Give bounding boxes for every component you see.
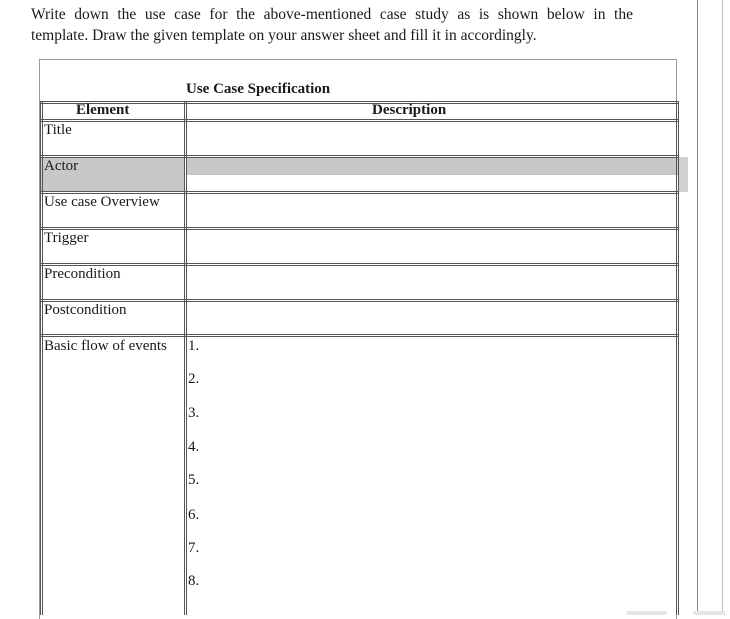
header-element: Element [76,102,130,118]
flow-step: 6. [188,507,200,523]
row-rule-basic-flow [40,334,678,337]
header-top-rule [40,101,678,104]
instruction-line-1: Write down the use case for the above-mentioned case study as is shown below in the [31,6,633,23]
row-label-trigger: Trigger [44,230,89,246]
row-label-overview: Use case Overview [44,194,160,210]
row-label-title: Title [44,122,72,138]
flow-step: 3. [188,405,200,421]
scrollbar-fragment[interactable] [627,611,667,615]
table-title: Use Case Specification [186,81,331,97]
header-description: Description [372,102,447,118]
table-left-border [40,101,43,615]
scrollbar-fragment-right[interactable] [693,611,725,615]
actor-description-shading [187,157,688,175]
flow-step: 8. [188,573,200,589]
row-label-actor: Actor [44,158,79,174]
row-label-basic-flow: Basic flow of events [44,338,167,354]
row-rule-precondition [40,263,678,266]
instruction-paragraph [31,4,633,46]
flow-step: 7. [188,540,200,556]
flow-step: 1. [188,338,200,354]
row-rule-trigger [40,227,678,230]
row-label-postcondition: Postcondition [44,302,127,318]
page-edge-divider [697,0,698,615]
row-rule-actor [40,155,678,158]
instruction-line-2: template. Draw the given template on your answer sheet and fill it in accordingly. [31,27,537,44]
actor-row-overflow-shading [678,157,688,192]
row-label-precondition: Precondition [44,266,121,282]
column-divider [184,101,187,615]
flow-step: 4. [188,439,200,455]
page-margin-divider [722,0,723,615]
table-right-border [676,101,679,615]
row-rule-title [40,119,678,122]
flow-step: 5. [188,472,200,488]
row-rule-postcondition [40,299,678,302]
flow-step: 2. [188,371,200,387]
